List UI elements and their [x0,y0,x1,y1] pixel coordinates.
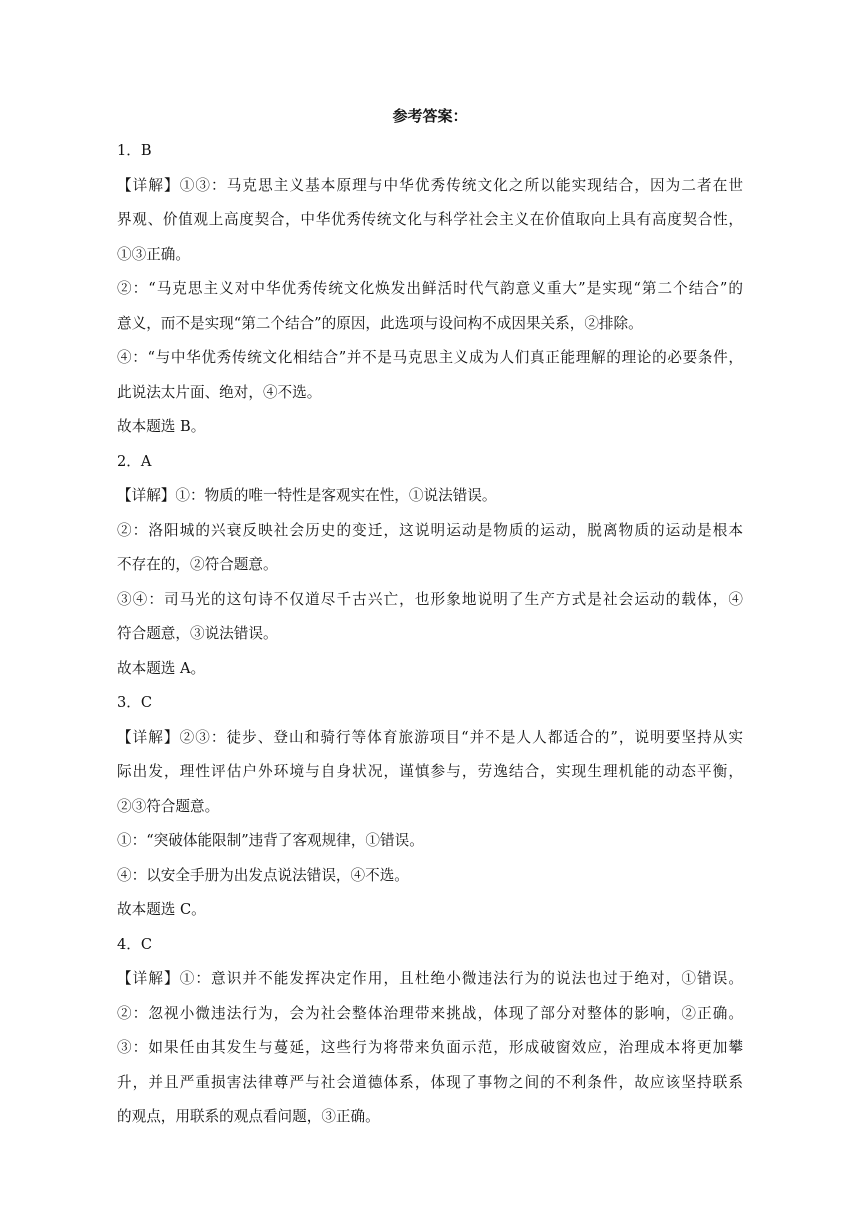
text-line: 故本题选 B。 [117,418,206,435]
text-line: 3．C [117,694,153,711]
text-line: 4．C [117,935,153,953]
text-line: 界观、价值观上高度契合，中华优秀传统文化与科学社会主义在价值取向上具有高度契合性， [117,211,743,228]
text-line: 不存在的，②符合题意。 [117,556,278,573]
text-line: 意义，而不是实现“第二个结合”的原因，此选项与设问构不成因果关系，②排除。 [117,314,643,332]
text-line: ②：忽视小微违法行为，会为社会整体治理带来挑战，体现了部分对整体的影响，②正确。 [117,1004,743,1022]
text-line: 【详解】②③：徒步、登山和骑行等体育旅游项目“并不是人人都适合的”，说明要坚持从实 [117,728,743,746]
text-line: 升，并且严重损害法律尊严与社会道德体系，体现了事物之间的不利条件，故应该坚持联系 [117,1073,743,1091]
text-line: 际出发，理性评估户外环境与自身状况，谨慎参与，劳逸结合，实现生理机能的动态平衡， [117,763,743,780]
text-line: 【详解】①：物质的唯一特性是客观实在性，①说法错误。 [117,487,497,504]
page-title: 参考答案： [392,107,468,125]
text-line: ①③正确。 [117,245,190,263]
text-line: 故本题选 A。 [117,659,206,677]
text-line: 的观点，用联系的观点看问题，③正确。 [117,1108,380,1125]
text-line: ②③符合题意。 [117,797,220,815]
text-line: ③：如果任由其发生与蔓延，这些行为将带来负面示范，形成破窗效应，治理成本将更加攀 [117,1039,743,1056]
text-line: 此说法太片面、绝对，④不选。 [117,383,322,401]
text-line: ①：“突破体能限制”违背了客观规律，①错误。 [117,832,424,849]
text-line: 【详解】①③：马克思主义基本原理与中华优秀传统文化之所以能实现结合，因为二者在世 [117,176,743,194]
text-line: ②：“马克思主义对中华优秀传统文化焕发出鲜活时代气韵意义重大”是实现“第二个结合”的 [117,280,743,297]
text-line: 符合题意，③说法错误。 [117,625,278,642]
text-line: ③④：司马光的这句诗不仅道尽千古兴亡，也形象地说明了生产方式是社会运动的载体，④ [117,590,743,608]
text-line: 故本题选 C。 [117,901,206,918]
answer-body [117,134,743,1135]
text-line: 2．A [117,452,152,470]
text-line: 1．B [117,142,152,159]
text-line: ②：洛阳城的兴衰反映社会历史的变迁，这说明运动是物质的运动，脱离物质的运动是根本 [117,521,743,539]
text-line: 【详解】①：意识并不能发挥决定作用，且杜绝小微违法行为的说法也过于绝对，①错误。 [117,970,743,987]
text-line: ④：以安全手册为出发点说法错误，④不选。 [117,866,409,884]
text-line: ④：“与中华优秀传统文化相结合”并不是马克思主义成为人们真正能理解的理论的必要条件， [117,349,743,366]
